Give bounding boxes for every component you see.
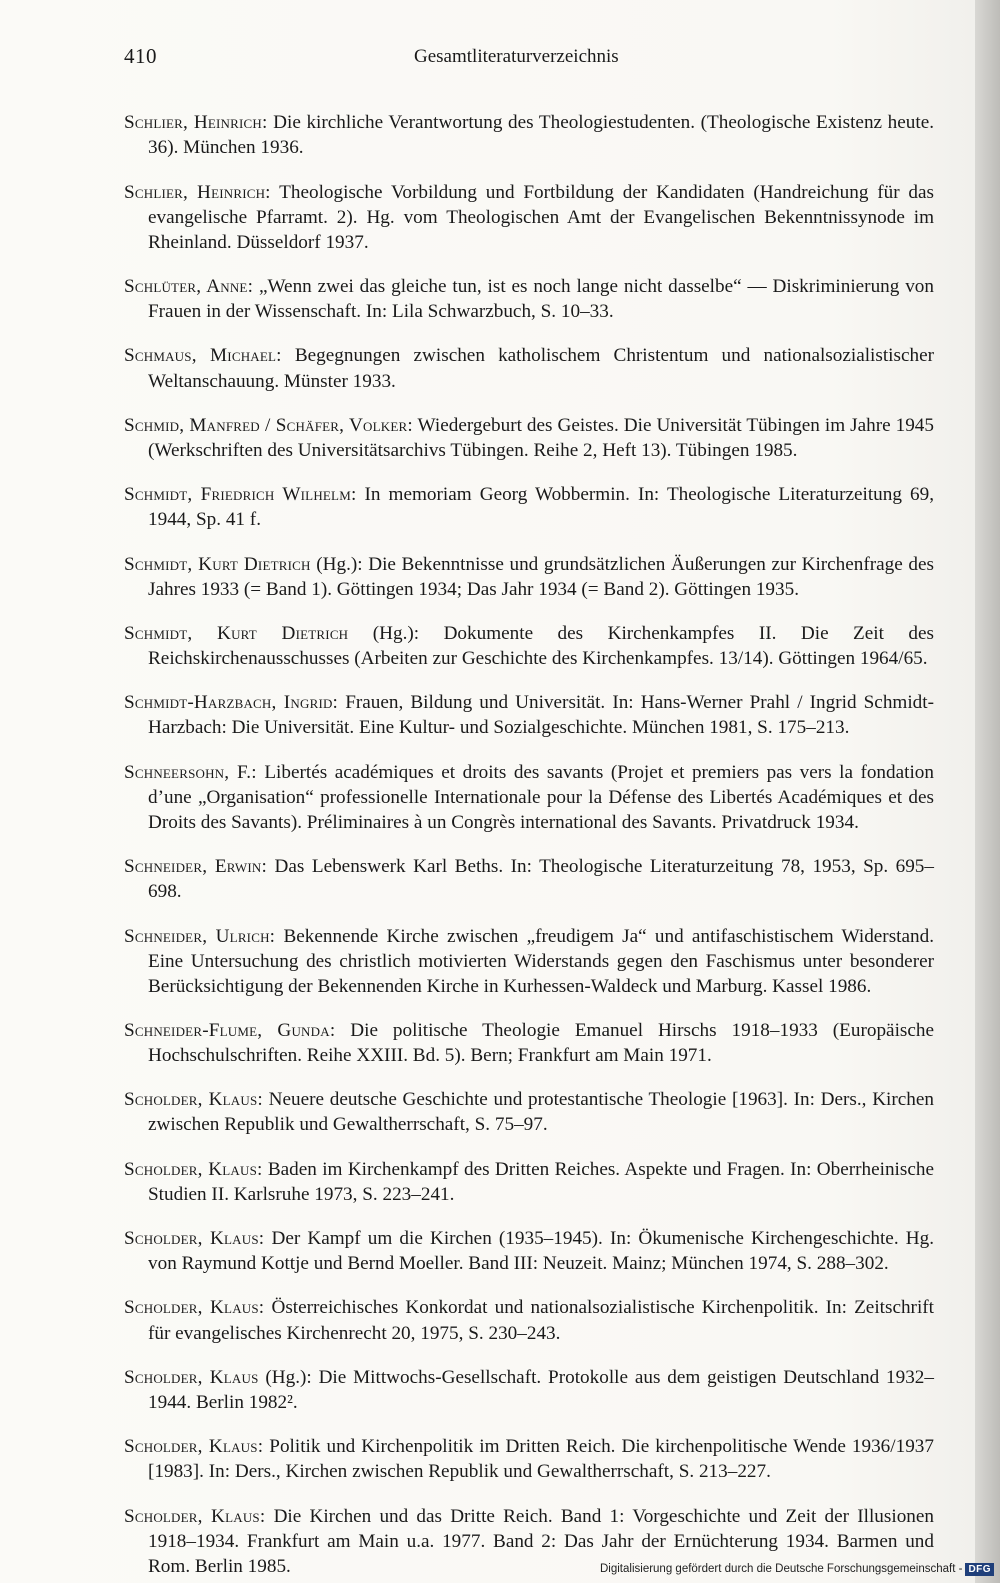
entry-author: Scholder, Klaus: xyxy=(124,1228,265,1250)
bibliography-entry xyxy=(124,1087,934,1137)
entry-author: Scholder, Klaus: xyxy=(124,1505,266,1527)
entry-text: Österreichisches Konkordat und nationalsozialistische Kirchenpolitik. In: Zeitschrift für evangelisches Kirchenrecht 20, 1975, S. 230–243. xyxy=(148,1297,935,1344)
entry-author: Schneersohn, F.: xyxy=(124,761,257,783)
footer-credit: Digitalisierung gefördert durch die Deutsche Forschungsgemeinschaft - xyxy=(600,1563,963,1575)
bibliography-list xyxy=(124,91,934,1579)
entry-author: Schmid, Manfred / Schäfer, Volker: xyxy=(124,414,413,436)
entry-author: Scholder, Klaus: xyxy=(124,1297,265,1319)
bibliography-entry xyxy=(124,180,934,255)
entry-author: Scholder, Klaus: xyxy=(124,1158,263,1180)
entry-text: (Hg.): Dokumente des Kirchenkampfes II. Die Zeit des Reichskirchenausschusses (Arbeiten zur Geschichte des Kirchenkampfes. 13/14). Göttingen 1964/65. xyxy=(148,622,934,669)
entry-text: Der Kampf um die Kirchen (1935–1945). In: Ökumenische Kirchengeschichte. Hg. von Raymund Kottje und Bernd Moeller. Band III: Neuzeit. Mainz; München 1974, S. 288–302. xyxy=(148,1228,934,1275)
entry-text: Die Kirchen und das Dritte Reich. Band 1: Vorgeschichte und Zeit der Illusionen 1918–1934. Frankfurt am Main u.a. 1977. Band 2: Das Jahr der Ernüchterung 1934. Barmen und Rom. Berlin 1985. xyxy=(148,1505,934,1577)
entry-text: Libertés académiques et droits des savants (Projet et premiers pas vers la fondation d’une „Organisation“ professionelle Internationale pour la Défense des Libertés Académiques et des Droits des Savants). Préliminaires à un Congrès international des Savants. Privatdruck 1934. xyxy=(148,761,934,833)
page-header xyxy=(124,44,934,74)
entry-author: Schlier, Heinrich: xyxy=(124,181,271,203)
bibliography-entry xyxy=(124,760,934,835)
entry-text: Wiedergeburt des Geistes. Die Universität Tübingen im Jahre 1945 (Werkschriften des Universitätsarchivs Tübingen. Reihe 2, Heft 13). Tübingen 1985. xyxy=(148,414,934,461)
entry-text: In memoriam Georg Wobbermin. In: Theologische Literaturzeitung 69, 1944, Sp. 41 f. xyxy=(148,484,934,531)
digitization-footer xyxy=(600,1560,994,1578)
entry-author: Scholder, Klaus xyxy=(124,1366,259,1388)
bibliography-entry xyxy=(124,413,934,463)
bibliography-entry xyxy=(124,690,934,740)
entry-author: Schlüter, Anne: xyxy=(124,276,254,298)
entry-text: Frauen, Bildung und Universität. In: Hans-Werner Prahl / Ingrid Schmidt-Harzbach: Die Universität. Eine Kultur- und Sozialgeschichte. München 1981, S. 175–213. xyxy=(148,692,934,739)
entry-text: Das Lebenswerk Karl Beths. In: Theologische Literaturzeitung 78, 1953, Sp. 695–698. xyxy=(148,856,934,903)
entry-text: Begegnungen zwischen katholischem Christentum und nationalsozialistischer Weltanschauung. Münster 1933. xyxy=(148,345,934,392)
bibliography-entry xyxy=(124,1434,934,1484)
entry-text: Die kirchliche Verantwortung des Theologiestudenten. (Theologische Existenz heute. 36). München 1936. xyxy=(148,112,935,159)
entry-text: Theologische Vorbildung und Fortbildung der Kandidaten (Handreichung für das evangelische Pfarramt. 2). Hg. vom Theologischen Amt der Evangelischen Bekenntnissynode im Rheinland. Düsseldorf 1937. xyxy=(148,181,934,253)
bibliography-entry xyxy=(124,924,934,999)
entry-author: Scholder, Klaus: xyxy=(124,1436,264,1458)
entry-author: Schmidt-Harzbach, Ingrid: xyxy=(124,692,339,714)
page-edge-shadow xyxy=(975,0,1000,1583)
entry-author: Schmidt, Friedrich Wilhelm: xyxy=(124,484,357,506)
entry-author: Schneider, Erwin: xyxy=(124,856,268,878)
bibliography-entry xyxy=(124,621,934,671)
entry-text: (Hg.): Die Bekenntnisse und grundsätzlichen Äußerungen zur Kirchenfrage des Jahres 1933 (= Band 1). Göttingen 1934; Das Jahr 1934 (= Band 2). Göttingen 1935. xyxy=(148,553,934,600)
bibliography-entry xyxy=(124,1365,934,1415)
entry-author: Schlier, Heinrich: xyxy=(124,112,268,134)
entry-author: Schmaus, Michael: xyxy=(124,345,282,367)
bibliography-entry xyxy=(124,1157,934,1207)
bibliography-entry xyxy=(124,274,934,324)
running-head: Gesamtliteraturverzeichnis xyxy=(414,46,619,67)
bibliography-entry xyxy=(124,552,934,602)
entry-text: Bekennende Kirche zwischen „freudigem Ja“ und antifaschistischem Widerstand. Eine Untersuchung des christlich motivierten Widerstands gegen den Faschismus unter besonderer Berücksichtigung der Bekennenden Kirche in Kurhessen-Waldeck und Marburg. Kassel 1986. xyxy=(148,925,934,997)
entry-text: Baden im Kirchenkampf des Dritten Reiches. Aspekte und Fragen. In: Oberrheinische Studien II. Karlsruhe 1973, S. 223–241. xyxy=(148,1158,934,1205)
entry-text: Neuere deutsche Geschichte und protestantische Theologie [1963]. In: Ders., Kirchen zwischen Republik und Gewaltherrschaft, S. 75–97. xyxy=(148,1089,934,1136)
entry-text: „Wenn zwei das gleiche tun, ist es noch lange nicht dasselbe“ — Diskriminierung von Frauen in der Wissenschaft. In: Lila Schwarzbuch, S. 10–33. xyxy=(148,276,934,323)
entry-text: (Hg.): Die Mittwochs-Gesellschaft. Protokolle aus dem geistigen Deutschland 1932–1944. Berlin 1982². xyxy=(148,1366,934,1413)
dfg-logo: DFG xyxy=(965,1563,994,1576)
entry-author: Schneider-Flume, Gunda: xyxy=(124,1019,336,1041)
bibliography-entry xyxy=(124,343,934,393)
bibliography-entry xyxy=(124,110,934,160)
bibliography-entry xyxy=(124,854,934,904)
bibliography-entry xyxy=(124,482,934,532)
page-number: 410 xyxy=(124,44,157,68)
bibliography-entry xyxy=(124,1226,934,1276)
entry-author: Scholder, Klaus: xyxy=(124,1089,263,1111)
entry-text: Die politische Theologie Emanuel Hirschs 1918–1933 (Europäische Hochschulschriften. Reihe XXIII. Bd. 5). Bern; Frankfurt am Main 1971. xyxy=(148,1019,935,1067)
entry-author: Schmidt, Kurt Dietrich xyxy=(124,553,311,575)
bibliography-entry xyxy=(124,1018,934,1068)
entry-author: Schneider, Ulrich: xyxy=(124,925,276,947)
entry-author: Schmidt, Kurt Dietrich xyxy=(124,622,349,644)
bibliography-entry xyxy=(124,1295,934,1345)
entry-text: Politik und Kirchenpolitik im Dritten Reich. Die kirchenpolitische Wende 1936/1937 [1983]. In: Ders., Kirchen zwischen Republik und Gewaltherrschaft, S. 213–227. xyxy=(148,1436,934,1483)
